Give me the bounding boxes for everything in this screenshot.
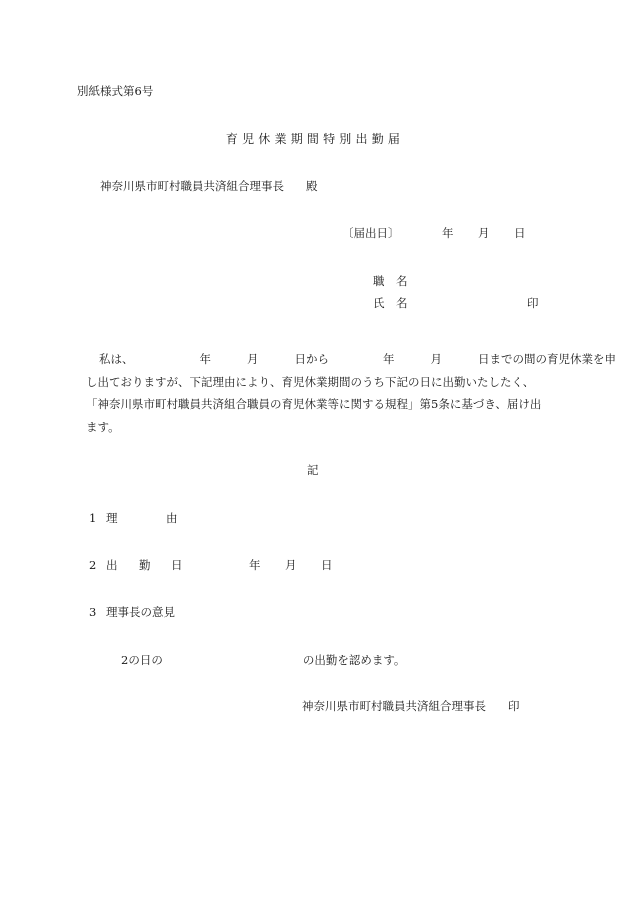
approval-statement: 2の日の の出勤を認めます。: [121, 653, 406, 667]
position-label: 職 名: [373, 274, 408, 288]
item-work-date: 2 出 勤 日 年 月 日: [89, 558, 333, 572]
signer-name: 神奈川県市町村職員共済組合理事長: [302, 699, 486, 713]
name-label: 氏 名: [373, 296, 408, 310]
request-body: [86, 348, 616, 438]
item-director-opinion: 3 理事長の意見: [89, 605, 175, 619]
addressee-honorific: 殿: [306, 179, 318, 193]
ki-heading: 記: [307, 463, 319, 477]
submission-month-label: 月: [478, 226, 490, 240]
document-title: 育児休業期間特別出勤届: [225, 132, 405, 146]
submission-date-label: 〔届出日〕: [342, 226, 400, 240]
form-number: 別紙様式第6号: [77, 84, 154, 98]
addressee-name: 神奈川県市町村職員共済組合理事長: [100, 179, 284, 193]
body-line-1: 私は、 年 月 日から 年 月 日までの間の育児休業を申: [99, 352, 616, 366]
applicant-seal-mark: 印: [527, 296, 539, 310]
submission-date-row: [342, 228, 526, 240]
addressee: [100, 181, 318, 193]
body-line-3: 「神奈川県市町村職員共済組合職員の育児休業等に関する規程」第5条に基づき、届け出: [86, 397, 542, 411]
item-reason: 1 理 由: [89, 511, 178, 525]
body-line-4: ます。: [86, 419, 120, 434]
signer: [302, 701, 520, 713]
body-line-2: し出ておりますが、下記理由により、育児休業期間のうち下記の日に出勤いたしたく、: [86, 374, 535, 389]
submission-year-label: 年: [442, 226, 454, 240]
signer-seal-mark: 印: [508, 699, 520, 713]
submission-day-label: 日: [514, 226, 526, 240]
